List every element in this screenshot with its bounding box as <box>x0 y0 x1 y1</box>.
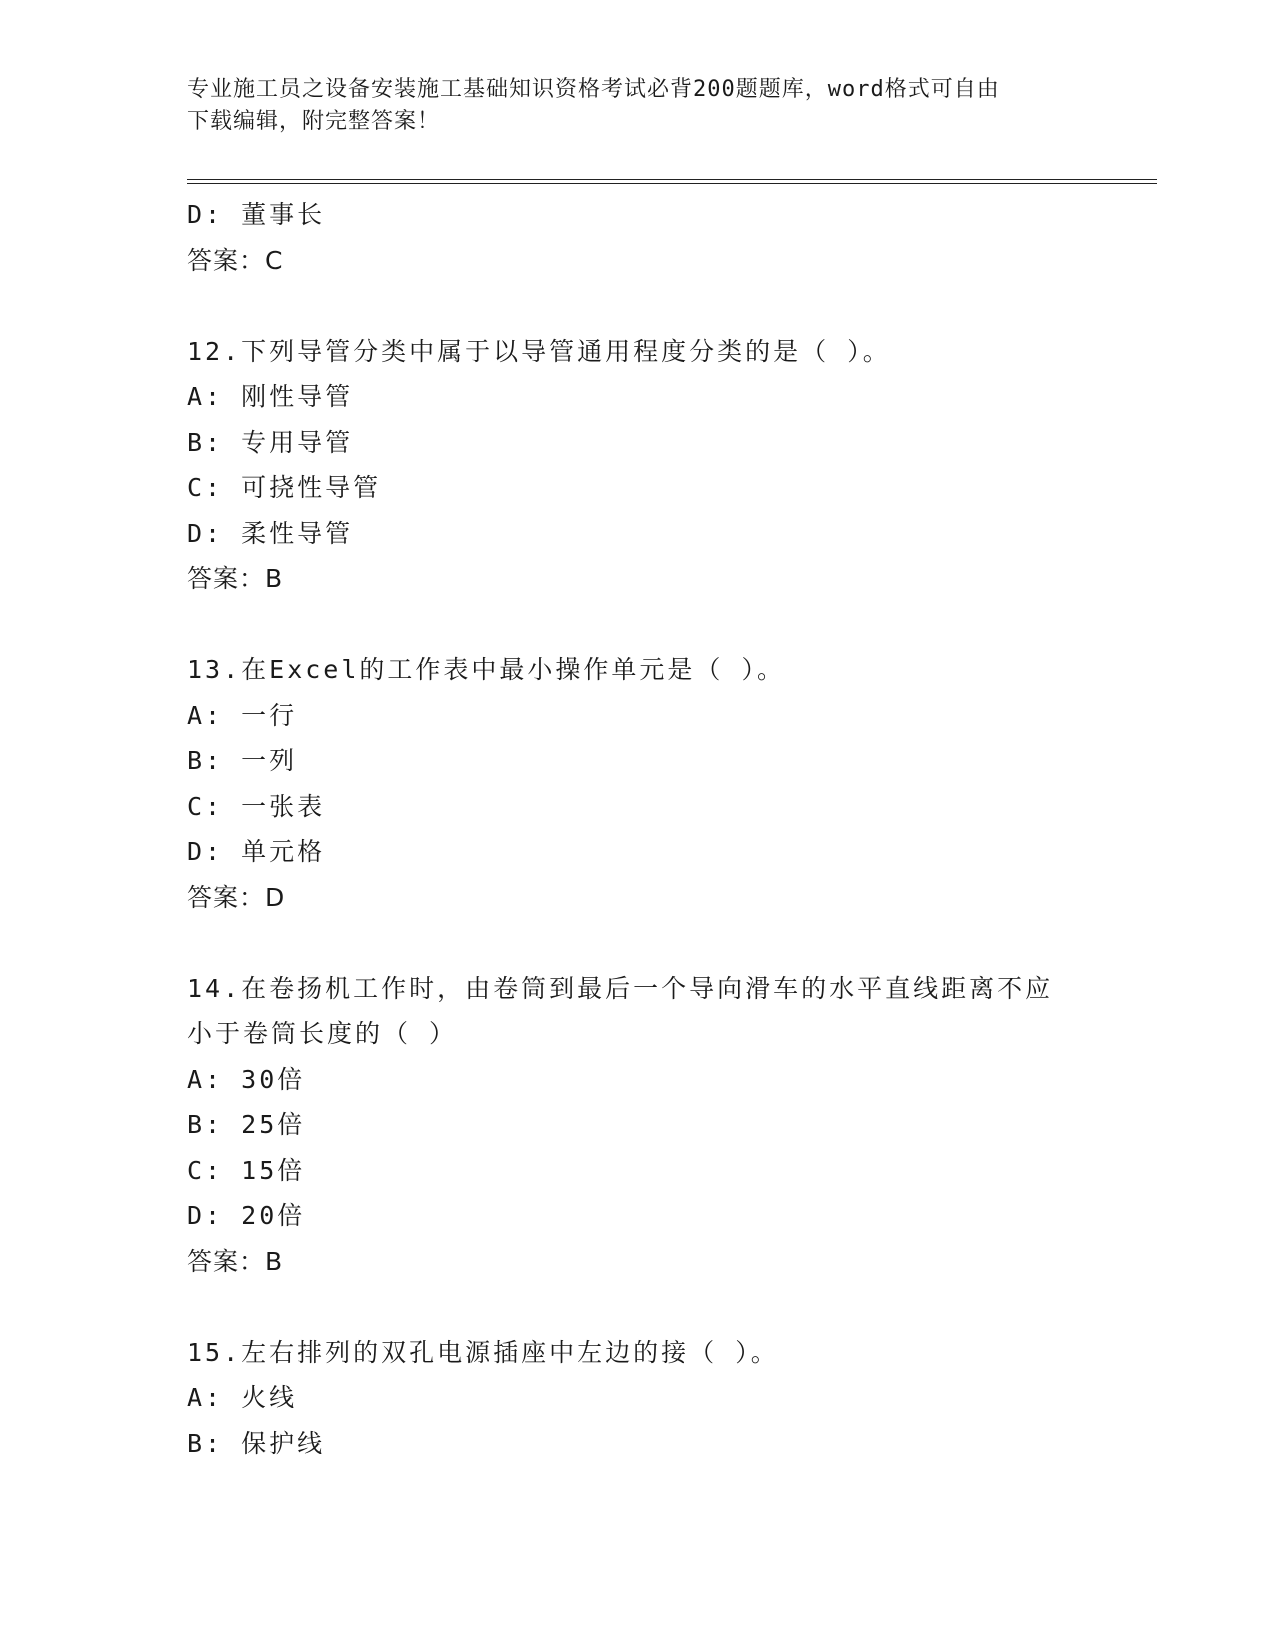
question-list <box>187 192 1147 1466</box>
header-divider <box>187 179 1157 184</box>
option-c: C: 15倍 <box>187 1155 306 1185</box>
spacer <box>187 602 1147 648</box>
answer-line: 答案：C <box>187 245 284 275</box>
option-a: A: 30倍 <box>187 1064 306 1094</box>
question-stem: 12.下列导管分类中属于以导管通用程度分类的是（ ）。 <box>187 336 891 366</box>
question-stem: 15.左右排列的双孔电源插座中左边的接（ ）。 <box>187 1337 779 1367</box>
option-d: D: 董事长 <box>187 200 326 229</box>
question-fragment <box>187 192 1147 283</box>
spacer <box>187 1284 1147 1330</box>
option-b: B: 保护线 <box>187 1428 326 1458</box>
question-stem-line-2: 小于卷筒长度的（ ） <box>187 1019 458 1048</box>
header-line-1: 专业施工员之设备安装施工基础知识资格考试必背200题题库，word格式可自由 <box>187 77 1000 102</box>
option-a: A: 火线 <box>187 1383 298 1412</box>
header-line-2: 下载编辑，附完整答案！ <box>187 109 441 134</box>
option-d: D: 20倍 <box>187 1201 306 1230</box>
question-stem: 13.在Excel的工作表中最小操作单元是（ ）。 <box>187 655 785 684</box>
question-13 <box>187 647 1147 920</box>
option-d: D: 单元格 <box>187 837 326 866</box>
spacer <box>187 283 1147 329</box>
option-a: A: 一行 <box>187 700 298 730</box>
answer-line: 答案：D <box>187 882 286 912</box>
option-c: C: 一张表 <box>187 791 326 821</box>
option-d: D: 柔性导管 <box>187 518 354 548</box>
question-15 <box>187 1330 1147 1467</box>
question-stem-line-1: 14.在卷扬机工作时，由卷筒到最后一个导向滑车的水平直线距离不应 <box>187 973 1054 1003</box>
question-14 <box>187 966 1147 1285</box>
option-b: B: 专用导管 <box>187 427 354 457</box>
option-b: B: 一列 <box>187 746 298 775</box>
option-a: A: 刚性导管 <box>187 382 354 411</box>
option-c: C: 可挠性导管 <box>187 473 382 502</box>
document-header <box>187 74 1087 138</box>
question-12 <box>187 329 1147 602</box>
answer-line: 答案：B <box>187 1246 284 1276</box>
answer-line: 答案：B <box>187 564 284 593</box>
option-b: B: 25倍 <box>187 1110 306 1139</box>
spacer <box>187 920 1147 966</box>
